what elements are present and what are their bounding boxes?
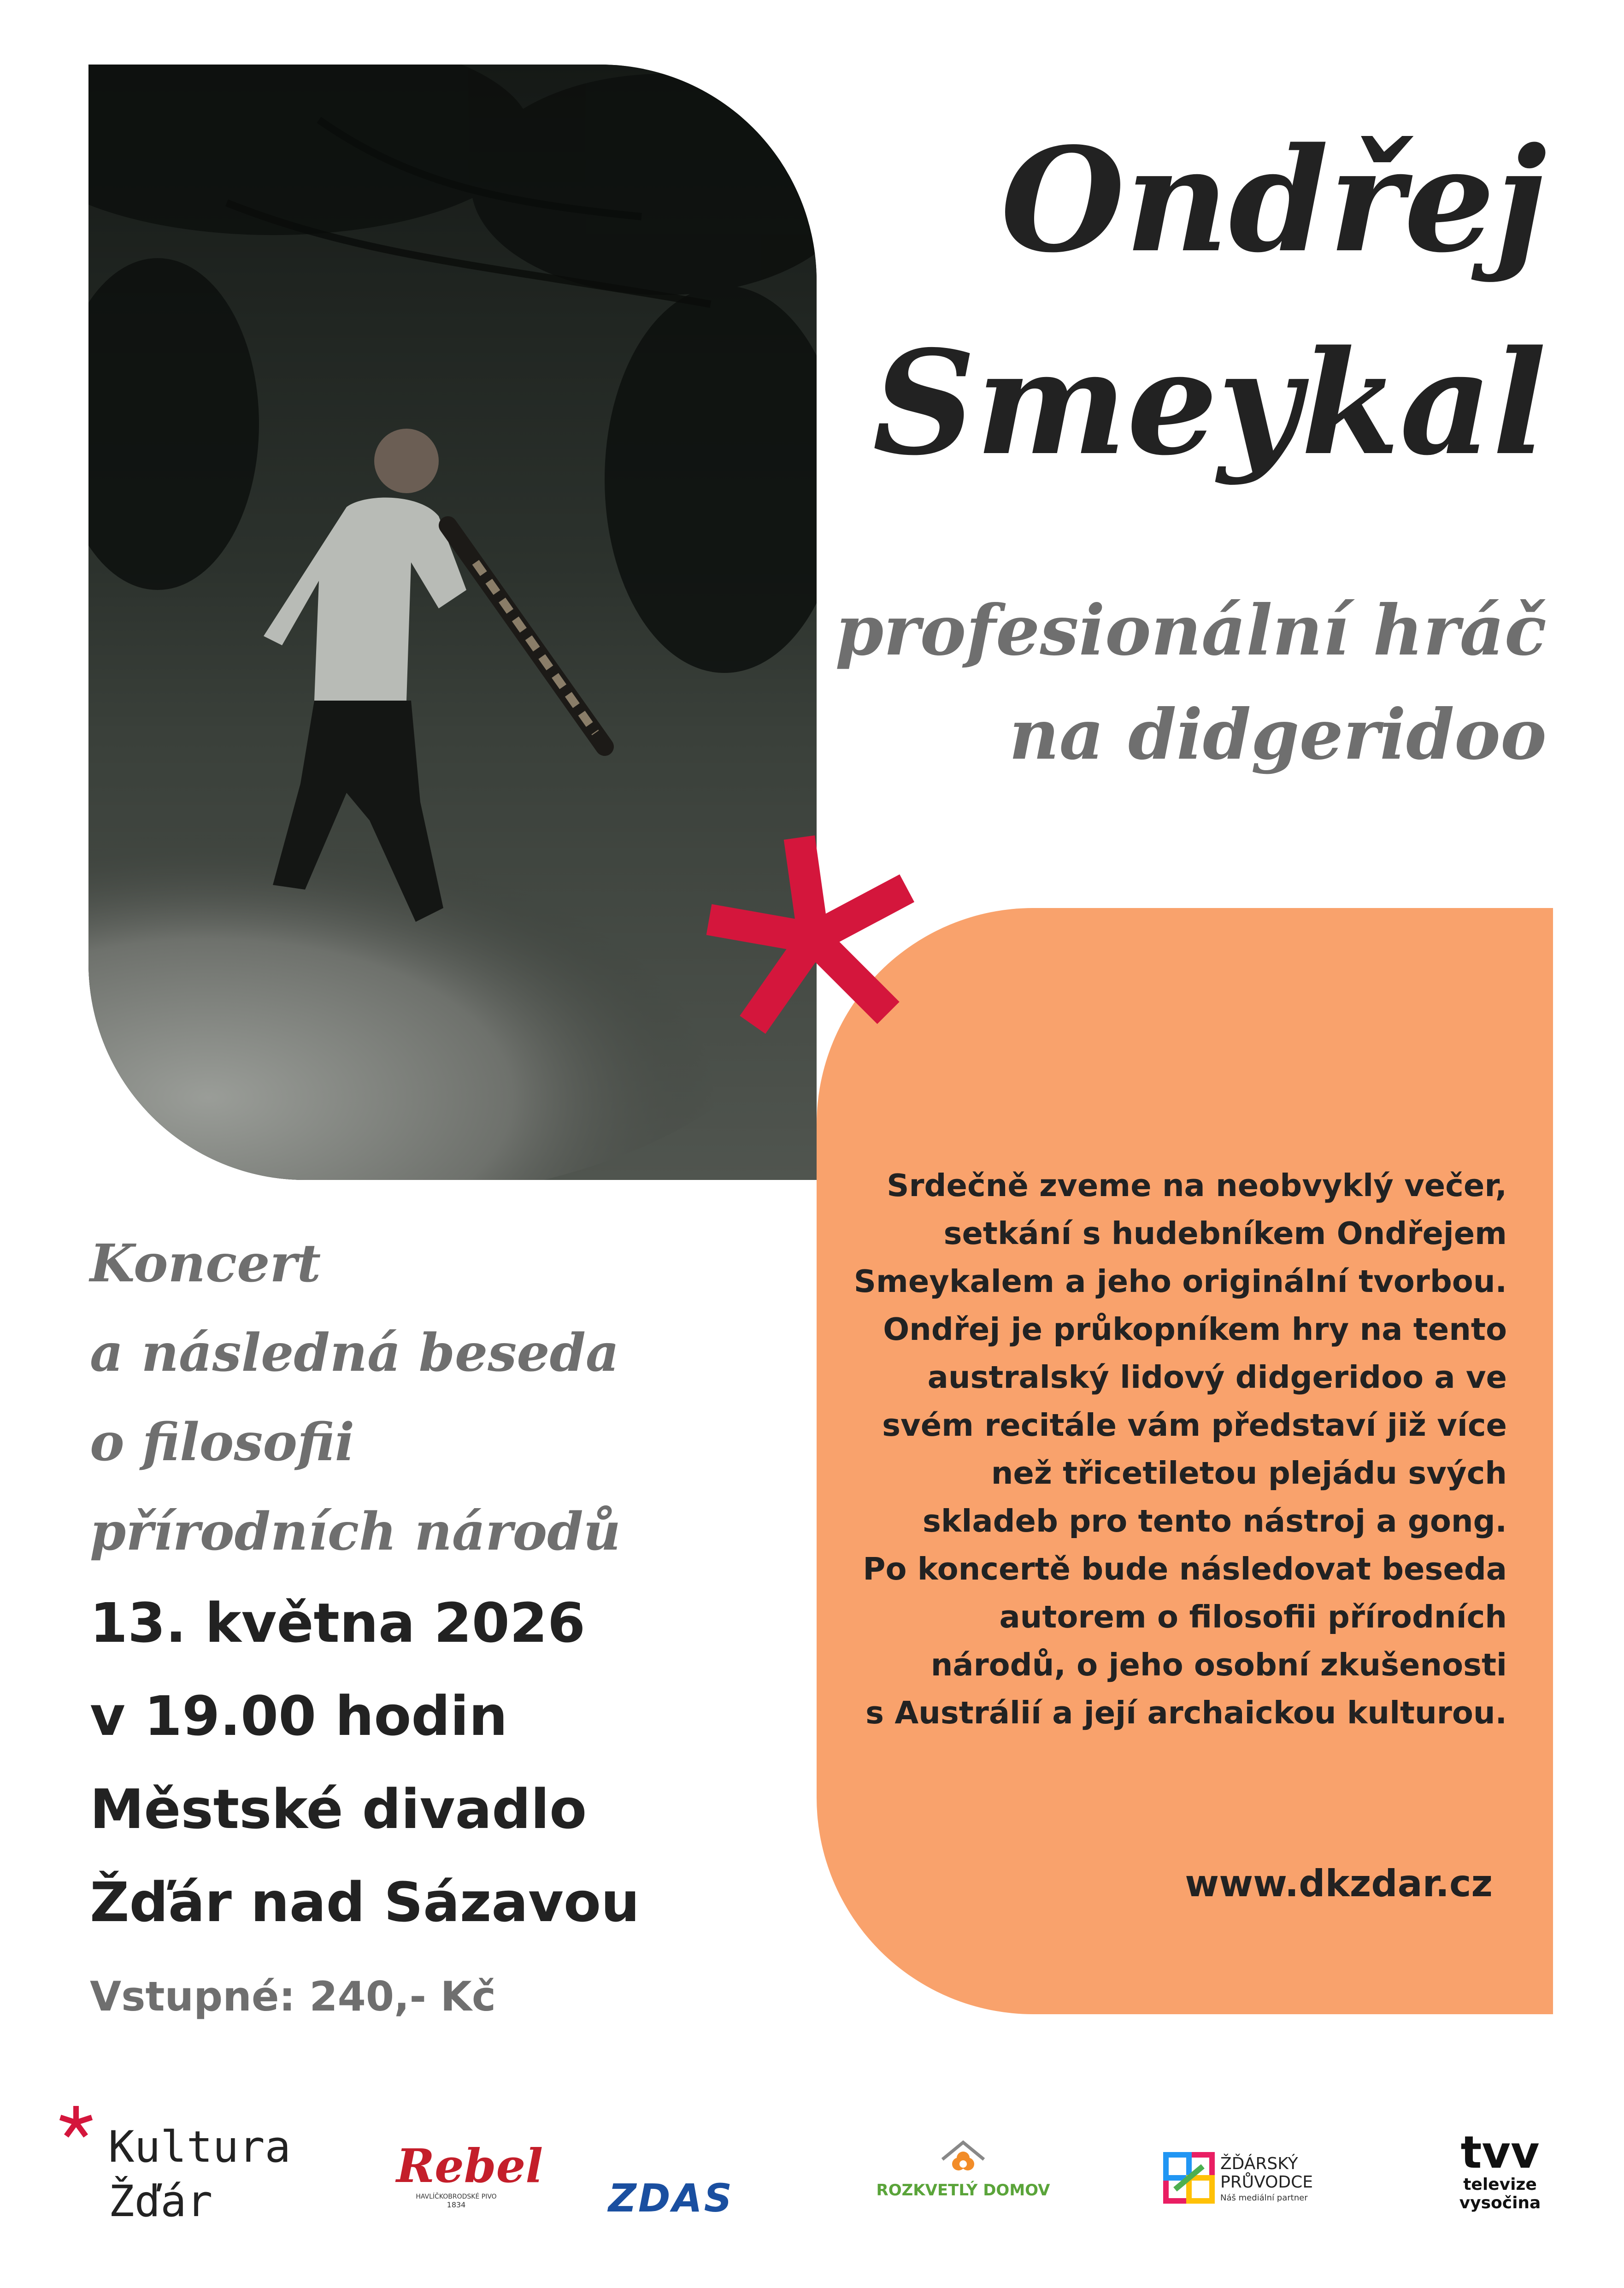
invitation-line: setkání s hudebníkem Ondřejem <box>943 1215 1507 1251</box>
invitation-line: autorem o filosofii přírodních <box>999 1599 1507 1635</box>
rebel-sub: HAVLÍČKOBRODSKÉ PIVO <box>416 2193 497 2200</box>
tvv-mark: tvv <box>1460 2127 1540 2178</box>
rebel-logo <box>396 2139 543 2231</box>
organizer-logo <box>108 2120 291 2229</box>
rebel-name: Rebel <box>396 2139 543 2193</box>
website-link[interactable]: www.dkzdar.cz <box>1185 1862 1493 1905</box>
invitation-line: s Austrálií a její archaickou kulturou. <box>865 1695 1507 1731</box>
ticket-price: Vstupné: 240,- Kč <box>90 1973 496 2020</box>
subtitle-line-1: profesionální hráč <box>835 590 1547 671</box>
star-icon <box>58 2104 94 2141</box>
invitation-line: Ondřej je průkopníkem hry na tento <box>883 1311 1507 1347</box>
house-flower-icon <box>938 2139 989 2180</box>
invitation-line: než třicetiletou plejádu svých <box>991 1455 1507 1491</box>
zdarsky-pruvodce-logo <box>1161 2148 1355 2212</box>
invitation-line: skladeb pro tento nástroj a gong. <box>922 1503 1507 1539</box>
pruvodce-line-3: Náš mediální partner <box>1220 2193 1308 2203</box>
event-venue: Městské divadlo <box>90 1777 587 1841</box>
performer-first-name: Ondřej <box>1000 117 1547 284</box>
pruvodce-line-1: ŽĎÁRSKÝ <box>1220 2154 1298 2173</box>
performer-subtitle <box>835 578 1547 787</box>
event-details <box>90 1576 640 1949</box>
rozkvetly-domov-name: ROZKVETLÝ DOMOV <box>876 2181 1050 2200</box>
tvv-line-2: vysočina <box>1459 2194 1541 2212</box>
event-description <box>90 1219 621 1577</box>
invitation-line: Smeykalem a jeho originální tvorbou. <box>853 1263 1507 1299</box>
description-line: Koncert <box>90 1233 321 1294</box>
rebel-year: 1834 <box>447 2200 466 2209</box>
invitation-line: Po koncertě bude následovat beseda <box>863 1551 1507 1587</box>
subtitle-line-2: na didgeridoo <box>1009 694 1547 775</box>
performer-last-name: Smeykal <box>872 319 1547 487</box>
invitation-text <box>825 1162 1507 1737</box>
rozkvetly-domov-logo <box>876 2139 1051 2217</box>
event-city: Žďár nad Sázavou <box>90 1870 640 1934</box>
pruvodce-line-2: PRŮVODCE <box>1220 2173 1313 2192</box>
event-time: v 19.00 hodin <box>90 1684 508 1748</box>
description-line: přírodních národů <box>90 1502 621 1562</box>
invitation-line: Srdečně zveme na neobvyklý večer, <box>887 1168 1507 1203</box>
event-date: 13. května 2026 <box>90 1591 586 1655</box>
performer-name <box>872 99 1547 505</box>
tvv-line-1: televize <box>1463 2175 1537 2194</box>
asterisk-icon <box>700 825 940 1042</box>
description-line: o filosofii <box>90 1412 355 1473</box>
zdas-logo: ZDAS <box>608 2176 734 2221</box>
description-line: a následná beseda <box>90 1323 619 1383</box>
organizer-line-1: Kultura <box>108 2122 291 2172</box>
invitation-line: národů, o jeho osobní zkušenosti <box>930 1647 1507 1683</box>
invitation-line: svém recitále vám představí již více <box>882 1407 1507 1443</box>
tv-vysocina-logo <box>1447 2129 1553 2235</box>
invitation-line: australský lidový didgeridoo a ve <box>927 1359 1507 1395</box>
organizer-line-2: Žďár <box>108 2176 213 2227</box>
colorful-square-icon <box>1161 2148 1217 2208</box>
